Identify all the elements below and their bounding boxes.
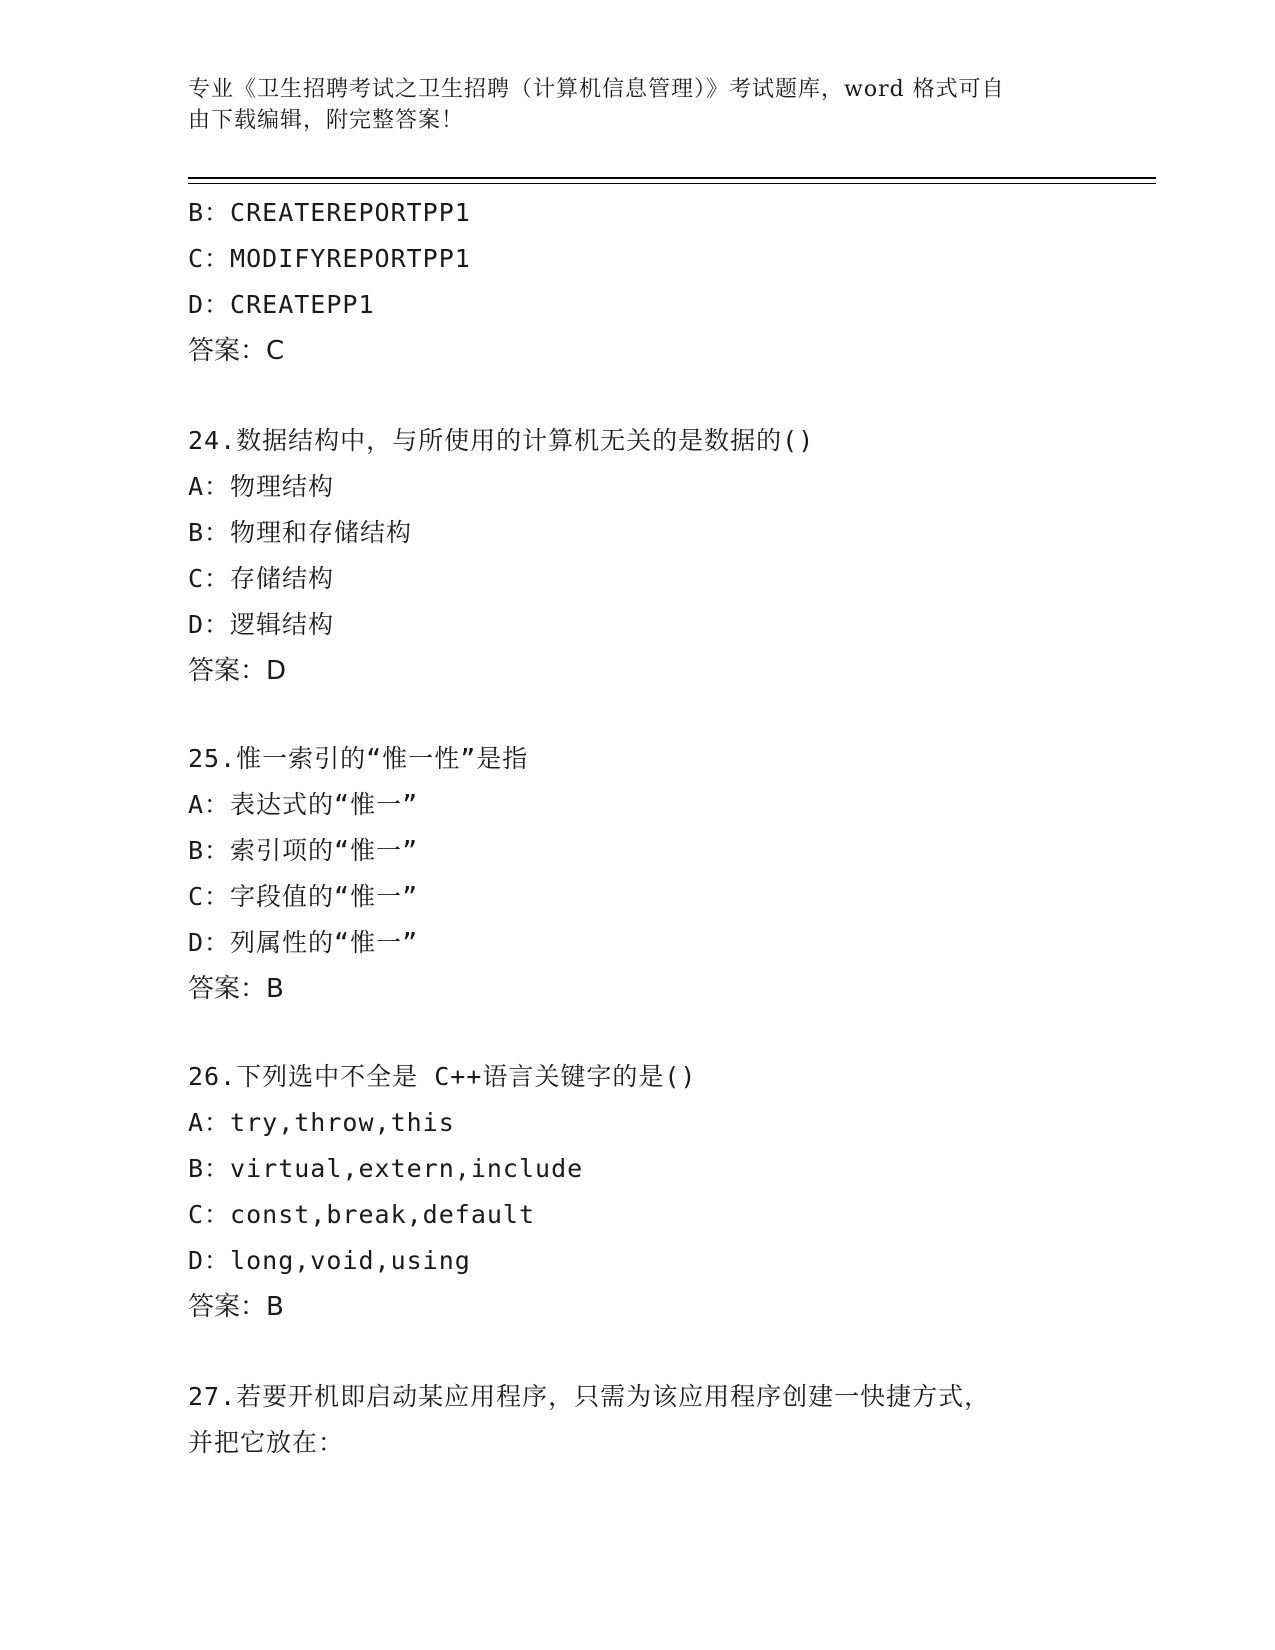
answer-line: 答案：D (188, 656, 287, 686)
spacer (188, 374, 1156, 418)
question-27 (188, 1374, 1156, 1466)
spacer (188, 694, 1156, 736)
page-header (188, 74, 1068, 136)
question-stem: 25.惟一索引的“惟一性”是指 (188, 744, 529, 773)
question-26 (188, 1054, 1156, 1330)
question-stem: 27.若要开机即启动某应用程序，只需为该应用程序创建一快捷方式， (188, 1382, 991, 1411)
option-d: D：逻辑结构 (188, 610, 335, 639)
option-b: B：索引项的“惟一” (188, 836, 419, 865)
option-b: B：物理和存储结构 (188, 518, 413, 547)
answer-line: 答案：C (188, 336, 285, 366)
spacer (188, 1330, 1156, 1374)
option-c: C：MODIFYREPORTPP1 (188, 244, 471, 273)
question-stem: 24.数据结构中，与所使用的计算机无关的是数据的() (188, 426, 815, 455)
option-a: A：表达式的“惟一” (188, 790, 419, 819)
question-24 (188, 418, 1156, 694)
question-25 (188, 736, 1156, 1012)
header-line-1: 专业《卫生招聘考试之卫生招聘（计算机信息管理）》考试题库，word 格式可自 (188, 77, 1005, 102)
answer-line: 答案：B (188, 1292, 284, 1322)
option-b: B：virtual,extern,include (188, 1154, 584, 1183)
question-stem-continued: 并把它放在： (188, 1428, 345, 1457)
answer-line: 答案：B (188, 974, 284, 1004)
spacer (188, 1012, 1156, 1054)
header-divider-thick (188, 177, 1156, 179)
question-stem: 26.下列选中不全是 C++语言关键字的是() (188, 1062, 697, 1091)
header-divider-thin (188, 183, 1156, 184)
option-b: B：CREATEREPORTPP1 (188, 198, 471, 227)
option-a: A：try,throw,this (188, 1108, 455, 1137)
option-c: C：const,break,default (188, 1200, 536, 1229)
question-list (188, 190, 1156, 1466)
question-23-continued (188, 190, 1156, 374)
option-a: A：物理结构 (188, 472, 335, 501)
header-line-2: 由下载编辑，附完整答案！ (188, 108, 465, 133)
option-c: C：存储结构 (188, 564, 335, 593)
option-d: D：long,void,using (188, 1246, 471, 1275)
option-d: D：列属性的“惟一” (188, 928, 419, 957)
option-d: D：CREATEPP1 (188, 290, 375, 319)
option-c: C：字段值的“惟一” (188, 882, 419, 911)
